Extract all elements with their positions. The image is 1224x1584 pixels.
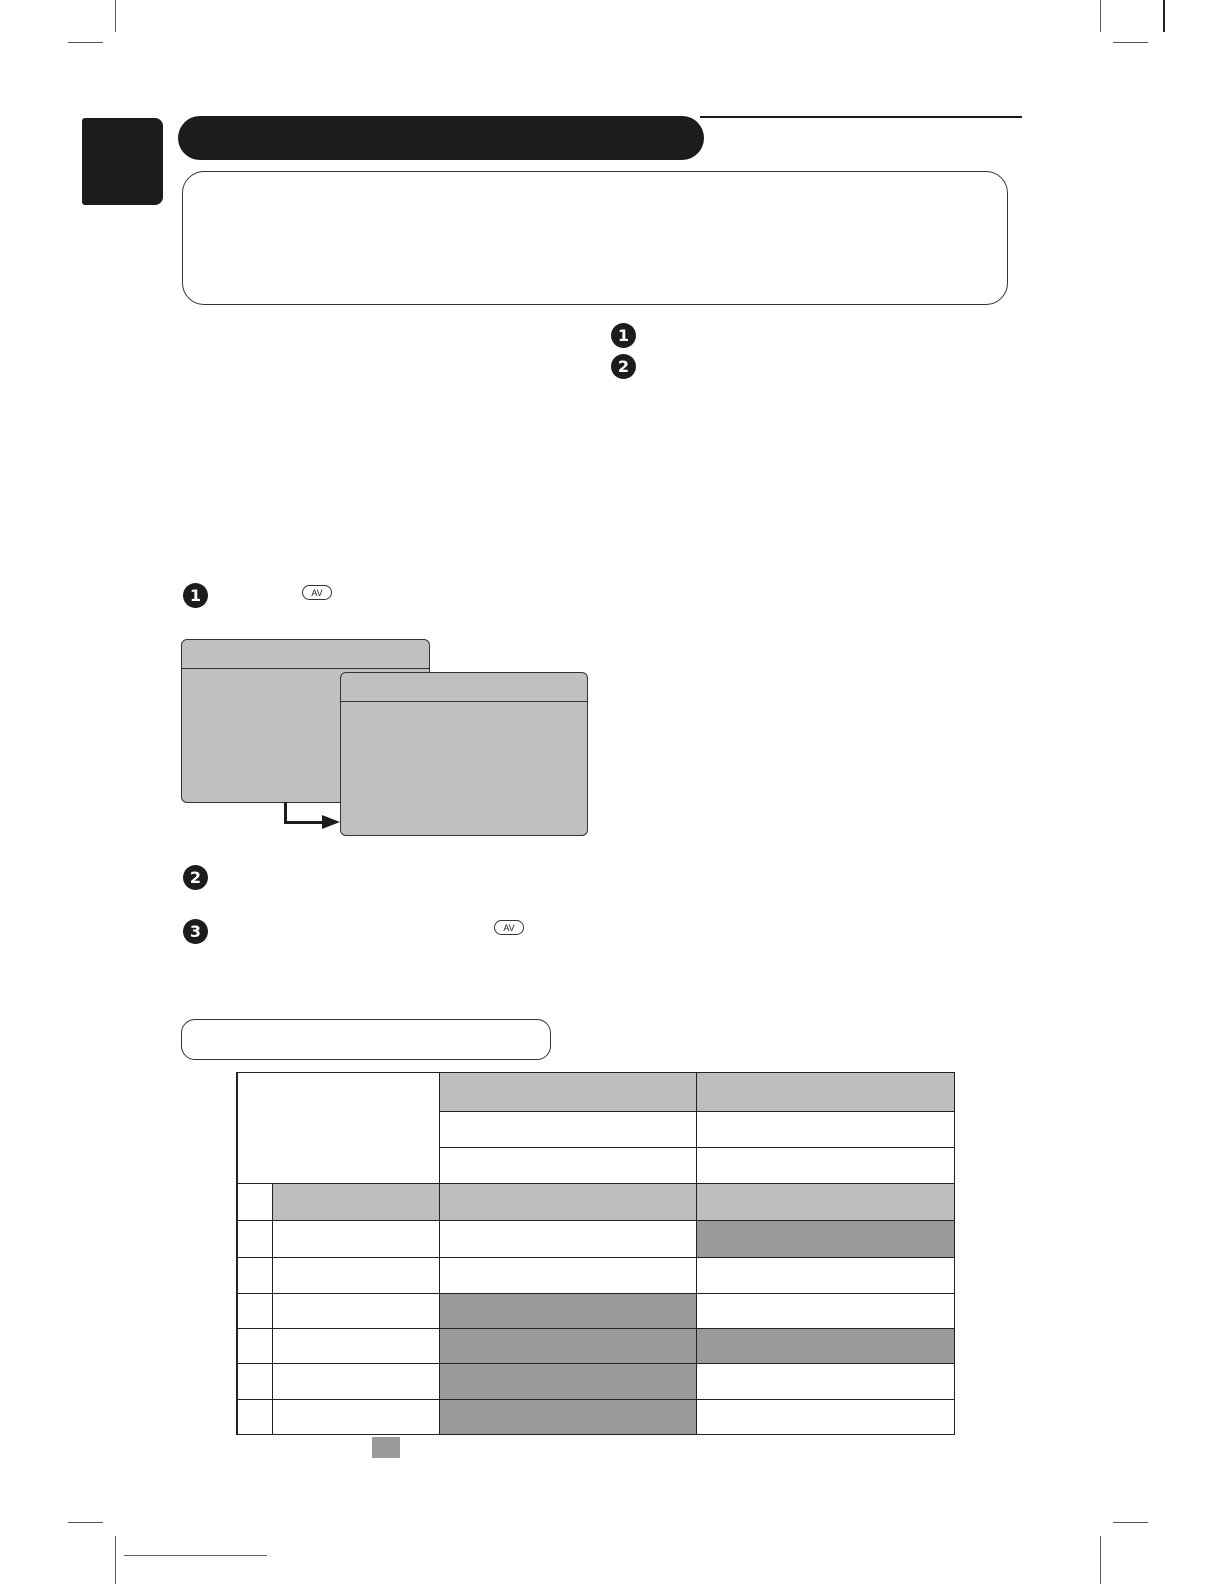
table-cell bbox=[439, 1073, 696, 1112]
table-cell bbox=[272, 1294, 439, 1329]
table-cell bbox=[272, 1258, 439, 1294]
osd-menu-header bbox=[341, 673, 587, 702]
table-row bbox=[237, 1364, 954, 1400]
step-2-bullet: 2 bbox=[183, 865, 208, 890]
table-cell bbox=[237, 1294, 272, 1329]
crop-mark bbox=[68, 1522, 103, 1523]
crop-mark bbox=[1100, 1536, 1101, 1584]
table-cell bbox=[237, 1364, 272, 1400]
table-cell bbox=[439, 1294, 696, 1329]
table-row bbox=[237, 1221, 954, 1258]
crop-mark bbox=[115, 0, 116, 32]
table-cell bbox=[439, 1364, 696, 1400]
table-cell bbox=[237, 1184, 272, 1221]
crop-mark bbox=[115, 1536, 116, 1584]
table-row bbox=[237, 1258, 954, 1294]
table-cell bbox=[696, 1073, 954, 1112]
table-cell bbox=[696, 1258, 954, 1294]
crop-mark bbox=[1100, 0, 1101, 32]
crop-mark bbox=[68, 42, 103, 43]
table-cell bbox=[696, 1112, 954, 1148]
table-cell bbox=[439, 1258, 696, 1294]
table-row bbox=[237, 1073, 954, 1112]
section-header bbox=[178, 116, 704, 160]
table-cell bbox=[696, 1400, 954, 1435]
table-cell bbox=[272, 1400, 439, 1435]
table-cell bbox=[439, 1400, 696, 1435]
table-cell bbox=[272, 1221, 439, 1258]
table-cell bbox=[696, 1294, 954, 1329]
language-tab bbox=[82, 118, 163, 205]
crop-mark bbox=[1163, 0, 1165, 32]
table-row bbox=[237, 1400, 954, 1435]
table-cell bbox=[237, 1221, 272, 1258]
table-cell bbox=[696, 1221, 954, 1258]
table-cell bbox=[439, 1329, 696, 1364]
connections-table bbox=[236, 1072, 955, 1435]
table-heading bbox=[181, 1019, 551, 1060]
legend-swatch bbox=[372, 1437, 400, 1458]
arrow-icon bbox=[284, 821, 324, 824]
table-cell bbox=[237, 1400, 272, 1435]
arrow-head-icon bbox=[322, 815, 340, 829]
table-cell bbox=[696, 1184, 954, 1221]
crop-mark bbox=[1113, 1522, 1148, 1523]
table-cell bbox=[272, 1184, 439, 1221]
table-cell bbox=[272, 1329, 439, 1364]
table-cell bbox=[237, 1258, 272, 1294]
table-cell bbox=[439, 1112, 696, 1148]
table-cell bbox=[237, 1073, 439, 1184]
table-cell bbox=[696, 1329, 954, 1364]
table-cell bbox=[439, 1148, 696, 1184]
step-1-bullet: 1 bbox=[183, 583, 208, 608]
table-row bbox=[237, 1294, 954, 1329]
osd-menu-sub bbox=[340, 672, 588, 836]
table-cell bbox=[272, 1364, 439, 1400]
table-cell bbox=[439, 1221, 696, 1258]
crop-mark bbox=[1113, 42, 1148, 43]
table-row bbox=[237, 1329, 954, 1364]
av-key-icon: AV bbox=[494, 920, 524, 935]
bullet-2: 2 bbox=[611, 354, 636, 379]
bullet-1: 1 bbox=[611, 323, 636, 348]
footer-link[interactable] bbox=[124, 1555, 267, 1556]
table-cell bbox=[696, 1364, 954, 1400]
osd-menu-header bbox=[182, 640, 429, 669]
step-3-bullet: 3 bbox=[183, 919, 208, 944]
intro-note-box bbox=[182, 171, 1008, 305]
av-key-icon: AV bbox=[302, 585, 332, 600]
table-cell bbox=[696, 1148, 954, 1184]
table-row bbox=[237, 1184, 954, 1221]
table-cell bbox=[439, 1184, 696, 1221]
table-cell bbox=[237, 1329, 272, 1364]
header-rule bbox=[700, 116, 1022, 118]
